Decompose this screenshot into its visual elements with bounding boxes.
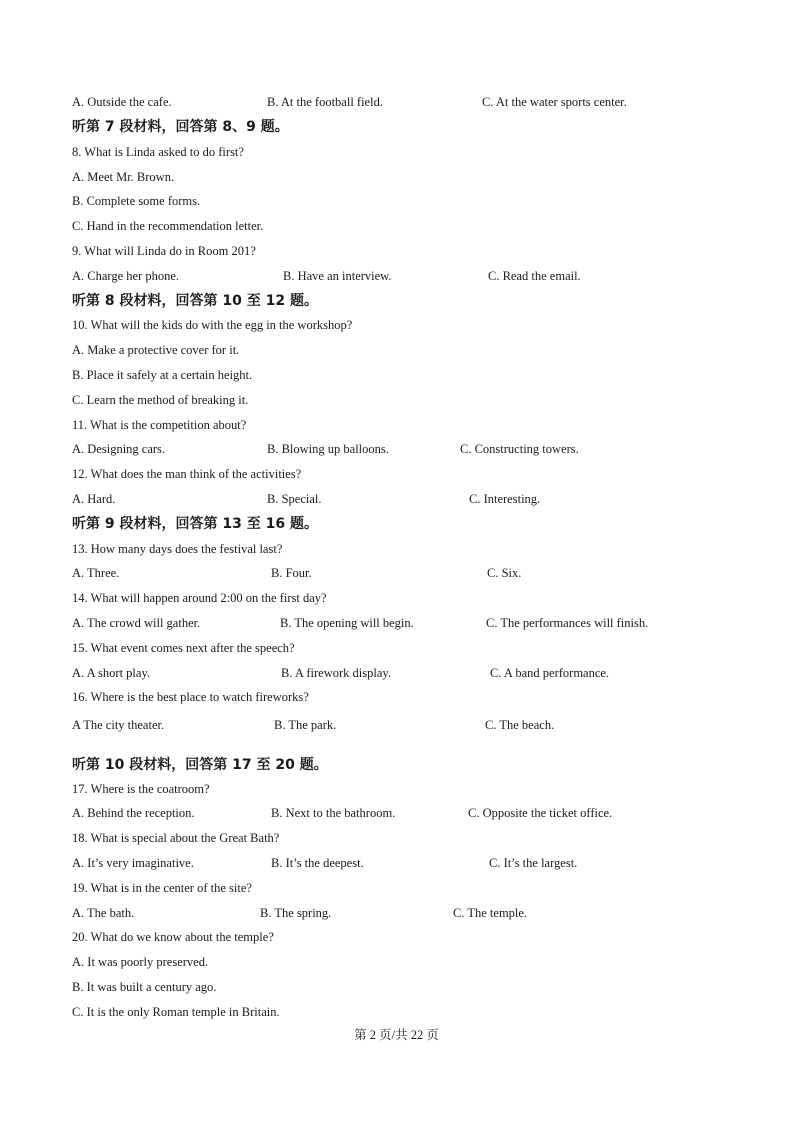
q11-option-b: B. Blowing up balloons. <box>267 442 389 456</box>
q14-stem: 14. What will happen around 2:00 on the first day? <box>72 591 327 605</box>
q18-option-a: A. It’s very imaginative. <box>72 856 194 870</box>
q13-option-a: A. Three. <box>72 566 120 580</box>
q10-stem: 10. What will the kids do with the egg in the workshop? <box>72 318 353 332</box>
q14-option-c: C. The performances will finish. <box>486 616 649 630</box>
q8-option-c: C. Hand in the recommendation letter. <box>72 219 264 233</box>
q9-option-c: C. Read the email. <box>488 269 581 283</box>
q14-option-a: A. The crowd will gather. <box>72 616 201 630</box>
q18-option-b: B. It’s the deepest. <box>271 856 364 870</box>
q18-option-c: C. It’s the largest. <box>489 856 578 870</box>
section-9-heading: 听第 9 段材料，回答第 13 至 16 题。 <box>72 516 318 532</box>
q17-stem: 17. Where is the coatroom? <box>72 782 210 796</box>
q8-stem: 8. What is Linda asked to do first? <box>72 145 244 159</box>
q17-option-b: B. Next to the bathroom. <box>271 806 396 820</box>
q13-option-b: B. Four. <box>271 566 312 580</box>
q20-option-c: C. It is the only Roman temple in Britain. <box>72 1005 280 1019</box>
section-8-heading: 听第 8 段材料，回答第 10 至 12 题。 <box>72 293 318 309</box>
page-footer: 第 2 页/共 22 页 <box>354 1028 439 1042</box>
section-10-heading: 听第 10 段材料，回答第 17 至 20 题。 <box>72 757 328 773</box>
q11-option-a: A. Designing cars. <box>72 442 166 456</box>
q10-option-a: A. Make a protective cover for it. <box>72 343 240 357</box>
q11-option-c: C. Constructing towers. <box>460 442 579 456</box>
q17-option-c: C. Opposite the ticket office. <box>468 806 613 820</box>
q8-option-a: A. Meet Mr. Brown. <box>72 170 175 184</box>
q12-option-b: B. Special. <box>267 492 322 506</box>
q16-option-c: C. The beach. <box>485 718 555 732</box>
q7-option-c: C. At the water sports center. <box>482 95 627 109</box>
section-7-heading: 听第 7 段材料，回答第 8、9 题。 <box>72 119 289 135</box>
q17-option-a: A. Behind the reception. <box>72 806 195 820</box>
q12-option-a: A. Hard. <box>72 492 116 506</box>
q16-option-b: B. The park. <box>274 718 337 732</box>
q13-stem: 13. How many days does the festival last? <box>72 542 283 556</box>
q11-stem: 11. What is the competition about? <box>72 418 247 432</box>
q9-option-b: B. Have an interview. <box>283 269 392 283</box>
q12-option-c: C. Interesting. <box>469 492 541 506</box>
q10-option-b: B. Place it safely at a certain height. <box>72 368 253 382</box>
q7-option-b: B. At the football field. <box>267 95 383 109</box>
q9-option-a: A. Charge her phone. <box>72 269 180 283</box>
q20-option-a: A. It was poorly preserved. <box>72 955 209 969</box>
q7-option-a: A. Outside the cafe. <box>72 95 172 109</box>
q19-option-a: A. The bath. <box>72 906 135 920</box>
q10-option-c: C. Learn the method of breaking it. <box>72 393 249 407</box>
q13-option-c: C. Six. <box>487 566 522 580</box>
q12-stem: 12. What does the man think of the activities? <box>72 467 302 481</box>
q14-option-b: B. The opening will begin. <box>280 616 414 630</box>
q16-stem: 16. Where is the best place to watch fireworks? <box>72 690 309 704</box>
q16-option-a: A The city theater. <box>72 718 165 732</box>
q15-stem: 15. What event comes next after the speech? <box>72 641 295 655</box>
q19-stem: 19. What is in the center of the site? <box>72 881 252 895</box>
q9-stem: 9. What will Linda do in Room 201? <box>72 244 256 258</box>
q15-option-a: A. A short play. <box>72 666 151 680</box>
q8-option-b: B. Complete some forms. <box>72 194 201 208</box>
q18-stem: 18. What is special about the Great Bath? <box>72 831 280 845</box>
q19-option-c: C. The temple. <box>453 906 528 920</box>
q20-stem: 20. What do we know about the temple? <box>72 930 274 944</box>
q19-option-b: B. The spring. <box>260 906 332 920</box>
q15-option-b: B. A firework display. <box>281 666 391 680</box>
q15-option-c: C. A band performance. <box>490 666 610 680</box>
q20-option-b: B. It was built a century ago. <box>72 980 217 994</box>
